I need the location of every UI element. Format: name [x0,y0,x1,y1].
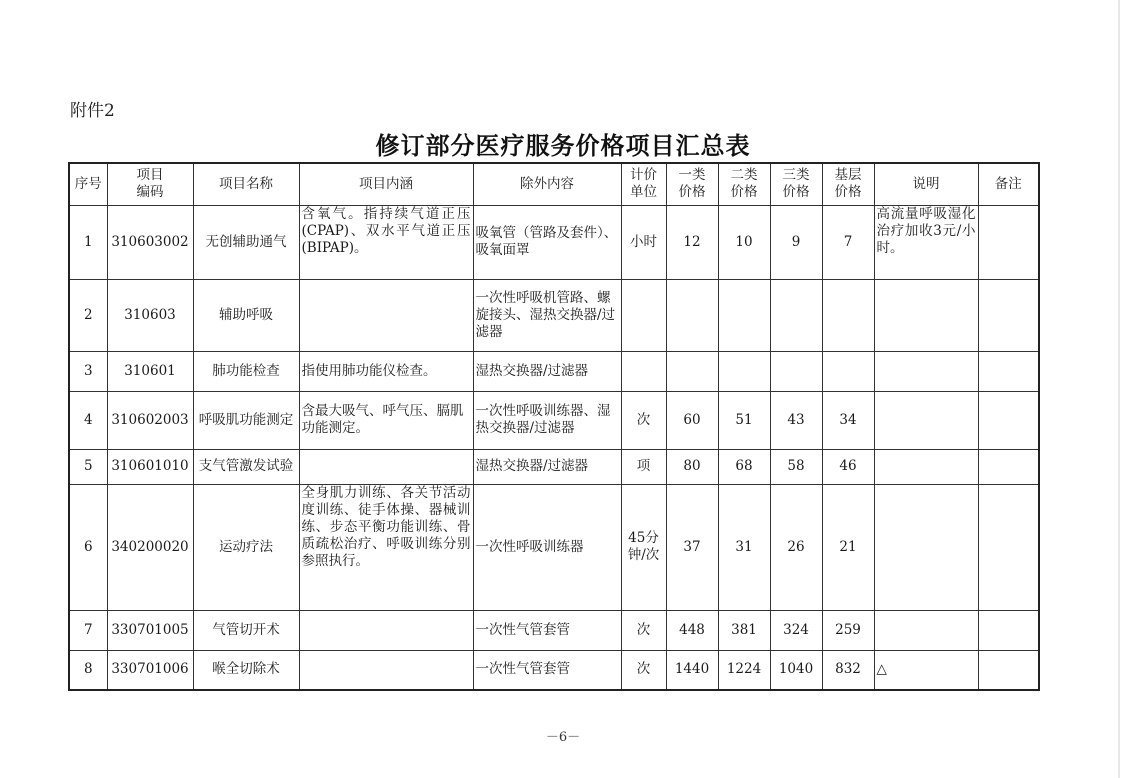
cell-note: △ [874,650,978,690]
table-row [69,449,1039,484]
cell-price-3: 26 [770,484,822,610]
cell-code: 310601010 [107,449,193,484]
cell-note [874,279,978,351]
table-row [69,279,1039,351]
cell-price-3 [770,279,822,351]
cell-unit [621,351,666,391]
cell-price-2 [718,279,770,351]
cell-price-1: 80 [666,449,718,484]
header-price-base: 基层 价格 [822,163,874,205]
cell-remark [978,449,1039,484]
cell-excluded: 一次性气管套管 [473,650,621,690]
cell-seq: 6 [69,484,107,610]
cell-price-2: 381 [718,610,770,650]
cell-remark [978,484,1039,610]
document-title: 修订部分医疗服务价格项目汇总表 [375,131,751,160]
cell-price-1: 12 [666,205,718,279]
cell-content: 含氧气。指持续气道正压(CPAP)、双水平气道正压(BIPAP)。 [299,205,473,279]
cell-price-1 [666,279,718,351]
cell-price-3: 58 [770,449,822,484]
cell-code: 310603 [107,279,193,351]
cell-content [299,610,473,650]
cell-unit: 45分钟/次 [621,484,666,610]
cell-excluded: 一次性气管套管 [473,610,621,650]
cell-name: 支气管激发试验 [193,449,299,484]
cell-price-3 [770,351,822,391]
cell-note [874,351,978,391]
cell-unit: 次 [621,391,666,449]
cell-price-base: 259 [822,610,874,650]
cell-note [874,391,978,449]
header-code: 项目 编码 [107,163,193,205]
table-header-row [69,163,1039,205]
table-row [69,484,1039,610]
cell-unit: 次 [621,650,666,690]
cell-code: 330701005 [107,610,193,650]
cell-name: 肺功能检查 [193,351,299,391]
cell-seq: 8 [69,650,107,690]
header-seq: 序号 [69,163,107,205]
cell-content [299,650,473,690]
header-excluded: 除外内容 [473,163,621,205]
header-name: 项目名称 [193,163,299,205]
page-edge [1118,0,1120,778]
cell-excluded: 一次性呼吸训练器 [473,484,621,610]
cell-excluded: 湿热交换器/过滤器 [473,449,621,484]
cell-remark [978,205,1039,279]
cell-price-base [822,279,874,351]
cell-remark [978,351,1039,391]
cell-name: 喉全切除术 [193,650,299,690]
cell-note [874,484,978,610]
cell-price-3: 9 [770,205,822,279]
cell-price-2: 31 [718,484,770,610]
cell-seq: 1 [69,205,107,279]
cell-price-base: 46 [822,449,874,484]
table-row [69,650,1039,690]
cell-excluded: 一次性呼吸机管路、螺旋接头、湿热交换器/过滤器 [473,279,621,351]
cell-price-2 [718,351,770,391]
cell-price-2: 68 [718,449,770,484]
cell-code: 340200020 [107,484,193,610]
header-remark: 备注 [978,163,1039,205]
cell-price-base: 7 [822,205,874,279]
cell-unit [621,279,666,351]
cell-remark [978,650,1039,690]
cell-content: 指使用肺功能仪检查。 [299,351,473,391]
table-row [69,610,1039,650]
cell-code: 330701006 [107,650,193,690]
cell-price-base [822,351,874,391]
cell-seq: 3 [69,351,107,391]
cell-price-3: 1040 [770,650,822,690]
cell-excluded: 吸氧管（管路及套件）、吸氧面罩 [473,205,621,279]
header-price-1: 一类 价格 [666,163,718,205]
cell-note [874,449,978,484]
cell-remark [978,391,1039,449]
cell-price-2: 10 [718,205,770,279]
header-price-2: 二类 价格 [718,163,770,205]
cell-content: 全身肌力训练、各关节活动度训练、徒手体操、器械训练、步态平衡功能训练、骨质疏松治疗、呼吸训练分别参照执行。 [299,484,473,610]
cell-price-2: 1224 [718,650,770,690]
cell-remark [978,610,1039,650]
cell-price-3: 324 [770,610,822,650]
header-price-3: 三类 价格 [770,163,822,205]
cell-price-1: 448 [666,610,718,650]
cell-price-3: 43 [770,391,822,449]
cell-name: 运动疗法 [193,484,299,610]
cell-name: 呼吸肌功能测定 [193,391,299,449]
cell-seq: 5 [69,449,107,484]
cell-price-base: 34 [822,391,874,449]
cell-content: 含最大吸气、呼气压、膈肌功能测定。 [299,391,473,449]
cell-note: 高流量呼吸湿化治疗加收3元/小时。 [874,205,978,279]
cell-code: 310601 [107,351,193,391]
cell-excluded: 湿热交换器/过滤器 [473,351,621,391]
cell-content [299,449,473,484]
table-row [69,391,1039,449]
cell-name: 气管切开术 [193,610,299,650]
cell-remark [978,279,1039,351]
page-number: －6－ [545,730,581,745]
cell-name: 无创辅助通气 [193,205,299,279]
cell-price-base: 832 [822,650,874,690]
cell-note [874,610,978,650]
cell-price-1: 37 [666,484,718,610]
cell-price-1: 60 [666,391,718,449]
cell-price-2: 51 [718,391,770,449]
cell-unit: 项 [621,449,666,484]
header-note: 说明 [874,163,978,205]
table-row [69,351,1039,391]
cell-unit: 小时 [621,205,666,279]
price-table [68,162,1040,691]
cell-excluded: 一次性呼吸训练器、湿热交换器/过滤器 [473,391,621,449]
header-unit: 计价 单位 [621,163,666,205]
attachment-label: 附件2 [70,101,115,121]
cell-unit: 次 [621,610,666,650]
cell-name: 辅助呼吸 [193,279,299,351]
cell-content [299,279,473,351]
header-content: 项目内涵 [299,163,473,205]
table-row [69,205,1039,279]
cell-seq: 4 [69,391,107,449]
cell-code: 310602003 [107,391,193,449]
cell-seq: 7 [69,610,107,650]
cell-seq: 2 [69,279,107,351]
cell-code: 310603002 [107,205,193,279]
cell-price-base: 21 [822,484,874,610]
cell-price-1 [666,351,718,391]
cell-price-1: 1440 [666,650,718,690]
